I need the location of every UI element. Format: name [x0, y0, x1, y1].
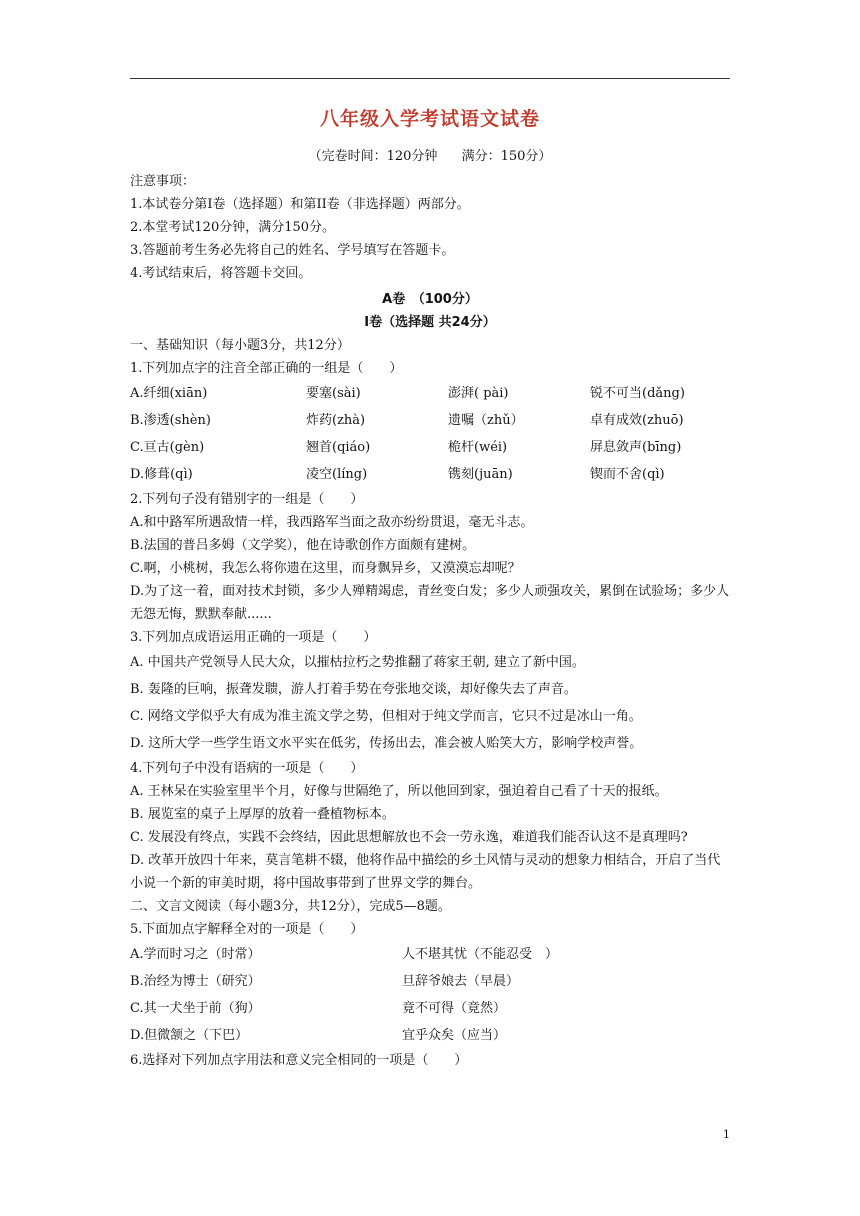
- question-6-stem: 6.选择对下列加点字用法和意义完全相同的一项是（ ）: [130, 1053, 468, 1068]
- exam-time: （完卷时间：120分钟: [308, 149, 438, 164]
- part-2-header: 二、文言文阅读（每小题3分，共12分），完成5—8题。: [130, 899, 451, 914]
- option-cell: D.修葺(qì): [130, 467, 193, 482]
- option-cell: C.其一犬坐于前（狗）: [130, 1001, 261, 1016]
- option-cell: 遗嘱（zhǔ）: [448, 413, 524, 428]
- question-4-option: B. 展览室的桌子上厚厚的放着一叠植物标本。: [130, 807, 395, 822]
- note-item: 4.考试结束后，将答题卡交回。: [130, 266, 312, 281]
- question-1-row-d: [130, 461, 730, 488]
- note-item: 3.答题前考生务必先将自己的姓名、学号填写在答题卡。: [130, 243, 455, 258]
- option-cell: A.纤细(xiān): [130, 386, 208, 401]
- section-i-heading: I卷（选择题 共24分）: [364, 315, 496, 330]
- option-cell: B.渗透(shèn): [130, 413, 211, 428]
- question-2-stem: 2.下列句子没有错别字的一组是（ ）: [130, 492, 364, 507]
- option-cell: 要塞(sài): [306, 386, 361, 401]
- note-item: 2.本堂考试120分钟，满分150分。: [130, 220, 336, 235]
- question-5-row-a: [130, 941, 730, 968]
- part-1-header: 一、基础知识（每小题3分，共12分）: [130, 338, 350, 353]
- notes-heading: 注意事项：: [130, 174, 196, 189]
- option-cell: B.治经为博士（研究）: [130, 974, 261, 989]
- note-item: 1.本试卷分第I卷（选择题）和第II卷（非选择题）两部分。: [130, 197, 470, 212]
- question-2-option: A.和中路军所遇敌情一样，我西路军当面之敌亦纷纷贯退，毫无斗志。: [130, 515, 534, 530]
- option-cell: 镌刻(juān): [448, 467, 513, 482]
- question-2-option: C.啊，小桃树，我怎么将你遗在这里，而身飘异乡，又漠漠忘却呢？: [130, 561, 521, 576]
- option-cell: C.亘古(gèn): [130, 440, 205, 455]
- question-4-stem: 4.下列句子中没有语病的一项是（ ）: [130, 761, 364, 776]
- question-3-option: A. 中国共产党领导人民大众，以摧枯拉朽之势推翻了蒋家王朝, 建立了新中国。: [130, 655, 585, 670]
- option-cell: 旦辞爷娘去（早晨）: [402, 974, 520, 989]
- question-2-option: B.法国的普吕多姆（文学奖），他在诗歌创作方面颇有建树。: [130, 538, 476, 553]
- question-4-option: D. 改革开放四十年来，莫言笔耕不辍，他将作品中描绘的乡土风情与灵动的想象力相结合，开启了当代小说一个新的审美时期，将中国故事带到了世界文学的舞台。: [130, 853, 721, 891]
- exam-content: [130, 170, 730, 1072]
- header-rule: [130, 78, 730, 79]
- question-1-row-a: [130, 380, 730, 407]
- question-1-stem: 1.下列加点字的注音全部正确的一组是（ ）: [130, 361, 403, 376]
- question-4-option: A. 王林呆在实验室里半个月，好像与世隔绝了，所以他回到家，强迫着自己看了十天的报纸。: [130, 784, 668, 799]
- option-cell: A.学而时习之（时常）: [130, 947, 261, 962]
- option-cell: 人不堪其忧（不能忍受 ）: [402, 947, 559, 962]
- option-cell: 锲而不舍(qì): [590, 467, 665, 482]
- option-cell: 凌空(líng): [306, 467, 368, 482]
- option-cell: 竟不可得（竟然）: [402, 1001, 507, 1016]
- section-a-heading: A卷 （100分）: [382, 292, 478, 307]
- option-cell: 锐不可当(dǎng): [590, 386, 685, 401]
- question-3-stem: 3.下列加点成语运用正确的一项是（ ）: [130, 630, 377, 645]
- question-2-option: D.为了这一着，面对技术封锁，多少人殚精竭虑，青丝变白发；多少人顽强攻关，累倒在试验场；多少人无怨无悔，默默奉献......: [130, 584, 730, 622]
- question-5-row-b: [130, 968, 730, 995]
- question-1-row-b: [130, 407, 730, 434]
- option-cell: 翘首(qiáo): [306, 440, 371, 455]
- question-5-row-c: [130, 995, 730, 1022]
- option-cell: 澎湃( pài): [448, 386, 509, 401]
- option-cell: 炸药(zhà): [306, 413, 366, 428]
- question-5-stem: 5.下面加点字解释全对的一项是（ ）: [130, 922, 364, 937]
- page-title: 八年级入学考试语文试卷: [319, 108, 540, 130]
- exam-info: [0, 145, 860, 164]
- option-cell: 桅杆(wéi): [448, 440, 508, 455]
- option-cell: 卓有成效(zhuō): [590, 413, 684, 428]
- question-3-option: B. 轰隆的巨响，振聋发聩，游人打着手势在夸张地交谈，却好像失去了声音。: [130, 682, 577, 697]
- exam-score: 满分：150分）: [461, 149, 552, 164]
- question-4-option: C. 发展没有终点，实践不会终结，因此思想解放也不会一劳永逸，难道我们能否认这不是真理吗?: [130, 830, 688, 845]
- option-cell: 宜乎众矣（应当）: [402, 1028, 507, 1043]
- page-number: 1: [723, 1128, 730, 1141]
- question-3-option: D. 这所大学一些学生语文水平实在低劣，传扬出去，准会被人贻笑大方，影响学校声誉。: [130, 736, 643, 751]
- option-cell: D.但微颔之（下巴）: [130, 1028, 249, 1043]
- question-3-option: C. 网络文学似乎大有成为准主流文学之势，但相对于纯文学而言，它只不过是冰山一角。: [130, 709, 642, 724]
- question-5-row-d: [130, 1022, 730, 1049]
- question-1-row-c: [130, 434, 730, 461]
- option-cell: 屏息敛声(bīng): [590, 440, 682, 455]
